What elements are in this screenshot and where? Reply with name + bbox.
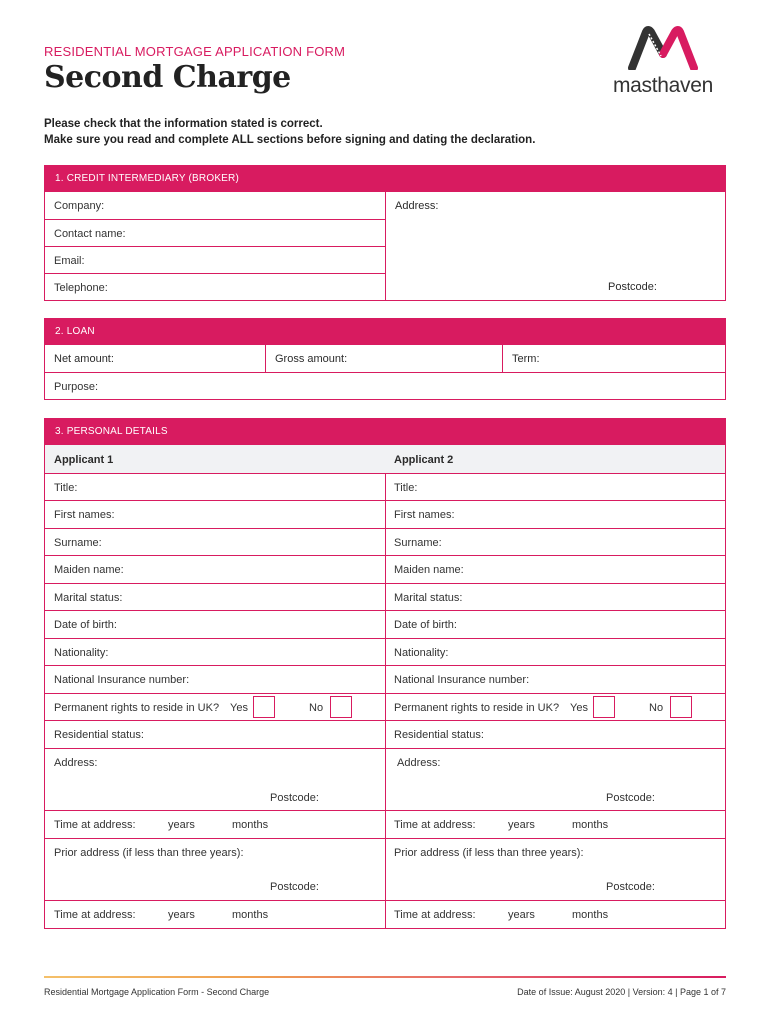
applicant-1-prior-months-label: months <box>232 909 269 921</box>
applicant-1-residential-status-label: Residential status: <box>54 729 144 741</box>
applicant-2-yes-checkbox[interactable] <box>593 696 615 718</box>
email-field[interactable] <box>45 246 385 273</box>
applicant-1-months-label: months <box>232 819 269 831</box>
applicant-1-postcode-label: Postcode: <box>270 792 319 804</box>
applicant-2-months-label: months <box>572 819 609 831</box>
surname-row[interactable] <box>45 528 725 555</box>
applicant-2-prior-postcode-label: Postcode: <box>606 881 655 893</box>
applicant-2-prior-months-label: months <box>572 909 609 921</box>
contact-name-field[interactable] <box>45 219 385 246</box>
company-label: Company: <box>54 200 105 212</box>
applicant-1-first-names-label: First names: <box>54 509 115 521</box>
applicant-2-dob-label: Date of birth: <box>394 619 457 631</box>
term-field[interactable] <box>503 345 726 372</box>
applicant-1-yes-checkbox[interactable] <box>253 696 275 718</box>
applicant-2-maiden-name-label: Maiden name: <box>394 564 464 576</box>
applicant-2-first-names-label: First names: <box>394 509 455 521</box>
applicant-1-address-label: Address: <box>54 757 98 769</box>
term-label: Term: <box>512 353 540 365</box>
applicant-2-residential-status-label: Residential status: <box>394 729 484 741</box>
intro-text <box>44 116 535 148</box>
applicant-1-marital-status-label: Marital status: <box>54 592 123 604</box>
applicant-2-yes-label: Yes <box>570 702 588 714</box>
logo-text: masthaven <box>612 74 714 97</box>
applicant-1-years-label: years <box>168 819 195 831</box>
applicant-2-postcode-label: Postcode: <box>606 792 655 804</box>
applicant-1-heading: Applicant 1 <box>54 454 114 466</box>
permanent-rights-row <box>45 693 725 720</box>
applicant-1-time-label: Time at address: <box>54 819 136 831</box>
email-label: Email: <box>54 255 85 267</box>
section-heading: 2. LOAN <box>45 319 725 345</box>
applicant-1-prior-years-label: years <box>168 909 195 921</box>
applicant-1-no-checkbox[interactable] <box>330 696 352 718</box>
purpose-label: Purpose: <box>54 381 99 393</box>
applicant-2-ni-label: National Insurance number: <box>394 674 530 686</box>
telephone-field[interactable] <box>45 273 385 300</box>
applicant-1-no-label: No <box>309 702 324 714</box>
intro-line-2: Make sure you read and complete ALL sections before signing and dating the declaration. <box>44 134 536 146</box>
applicant-2-time-label: Time at address: <box>394 819 476 831</box>
net-amount-label: Net amount: <box>54 353 114 365</box>
applicant-1-rights-label: Permanent rights to reside in UK? <box>54 702 220 714</box>
gross-amount-label: Gross amount: <box>275 353 348 365</box>
applicant-2-prior-time-label: Time at address: <box>394 909 476 921</box>
address-label: Address: <box>395 200 439 212</box>
footer-divider <box>44 976 726 978</box>
maiden-name-row[interactable] <box>45 555 725 583</box>
address-row[interactable] <box>45 748 725 810</box>
residential-status-row[interactable] <box>45 720 725 748</box>
applicant-1-prior-time-label: Time at address: <box>54 909 136 921</box>
applicant-header-row <box>45 445 725 473</box>
marital-status-row[interactable] <box>45 583 725 610</box>
footer-issue-info: Date of Issue: August 2020 | Version: 4 | Page 1 of 7 <box>517 987 726 997</box>
applicant-2-no-checkbox[interactable] <box>670 696 692 718</box>
ni-number-row[interactable] <box>45 665 725 693</box>
applicant-1-nationality-label: Nationality: <box>54 647 109 659</box>
section-heading: 3. PERSONAL DETAILS <box>45 419 725 445</box>
title-row[interactable] <box>45 473 725 500</box>
section-broker <box>44 165 726 301</box>
telephone-label: Telephone: <box>54 282 108 294</box>
masthaven-logo <box>600 26 726 98</box>
applicant-1-prior-postcode-label: Postcode: <box>270 881 319 893</box>
form-subtitle: RESIDENTIAL MORTGAGE APPLICATION FORM <box>44 44 346 59</box>
applicant-1-title-label: Title: <box>54 482 78 494</box>
company-field[interactable] <box>45 192 385 219</box>
applicant-2-years-label: years <box>508 819 535 831</box>
footer-form-name: Residential Mortgage Application Form - Second Charge <box>44 987 270 997</box>
postcode-label: Postcode: <box>608 281 657 293</box>
purpose-field[interactable] <box>45 372 725 399</box>
first-names-row[interactable] <box>45 500 725 528</box>
section-loan <box>44 318 726 400</box>
time-at-address-row[interactable] <box>45 810 725 838</box>
gross-amount-field[interactable] <box>266 345 502 372</box>
applicant-1-maiden-name-label: Maiden name: <box>54 564 124 576</box>
applicant-2-prior-address-label: Prior address (if less than three years): <box>394 847 584 859</box>
applicant-2-heading: Applicant 2 <box>394 454 454 466</box>
applicant-1-ni-label: National Insurance number: <box>54 674 190 686</box>
intro-line-1: Please check that the information stated is correct. <box>44 118 323 130</box>
applicant-2-title-label: Title: <box>394 482 418 494</box>
applicant-2-surname-label: Surname: <box>394 537 442 549</box>
applicant-2-rights-label: Permanent rights to reside in UK? <box>394 702 560 714</box>
section-heading: 1. CREDIT INTERMEDIARY (BROKER) <box>45 166 725 192</box>
date-of-birth-row[interactable] <box>45 610 725 638</box>
logo-mark-icon <box>628 26 698 70</box>
contact-name-label: Contact name: <box>54 228 126 240</box>
applicant-1-prior-address-label: Prior address (if less than three years): <box>54 847 244 859</box>
applicant-2-no-label: No <box>649 702 664 714</box>
nationality-row[interactable] <box>45 638 725 665</box>
broker-address-field[interactable] <box>386 192 726 300</box>
prior-time-at-address-row[interactable] <box>45 900 725 928</box>
applicant-2-prior-years-label: years <box>508 909 535 921</box>
applicant-2-marital-status-label: Marital status: <box>394 592 463 604</box>
page-title: Second Charge <box>44 60 291 95</box>
applicant-1-dob-label: Date of birth: <box>54 619 117 631</box>
applicant-2-address-label: Address: <box>397 757 441 769</box>
section-personal-details <box>44 418 726 929</box>
applicant-1-yes-label: Yes <box>230 702 248 714</box>
applicant-1-surname-label: Surname: <box>54 537 102 549</box>
applicant-2-nationality-label: Nationality: <box>394 647 449 659</box>
prior-address-row[interactable] <box>45 838 725 900</box>
net-amount-field[interactable] <box>45 345 265 372</box>
